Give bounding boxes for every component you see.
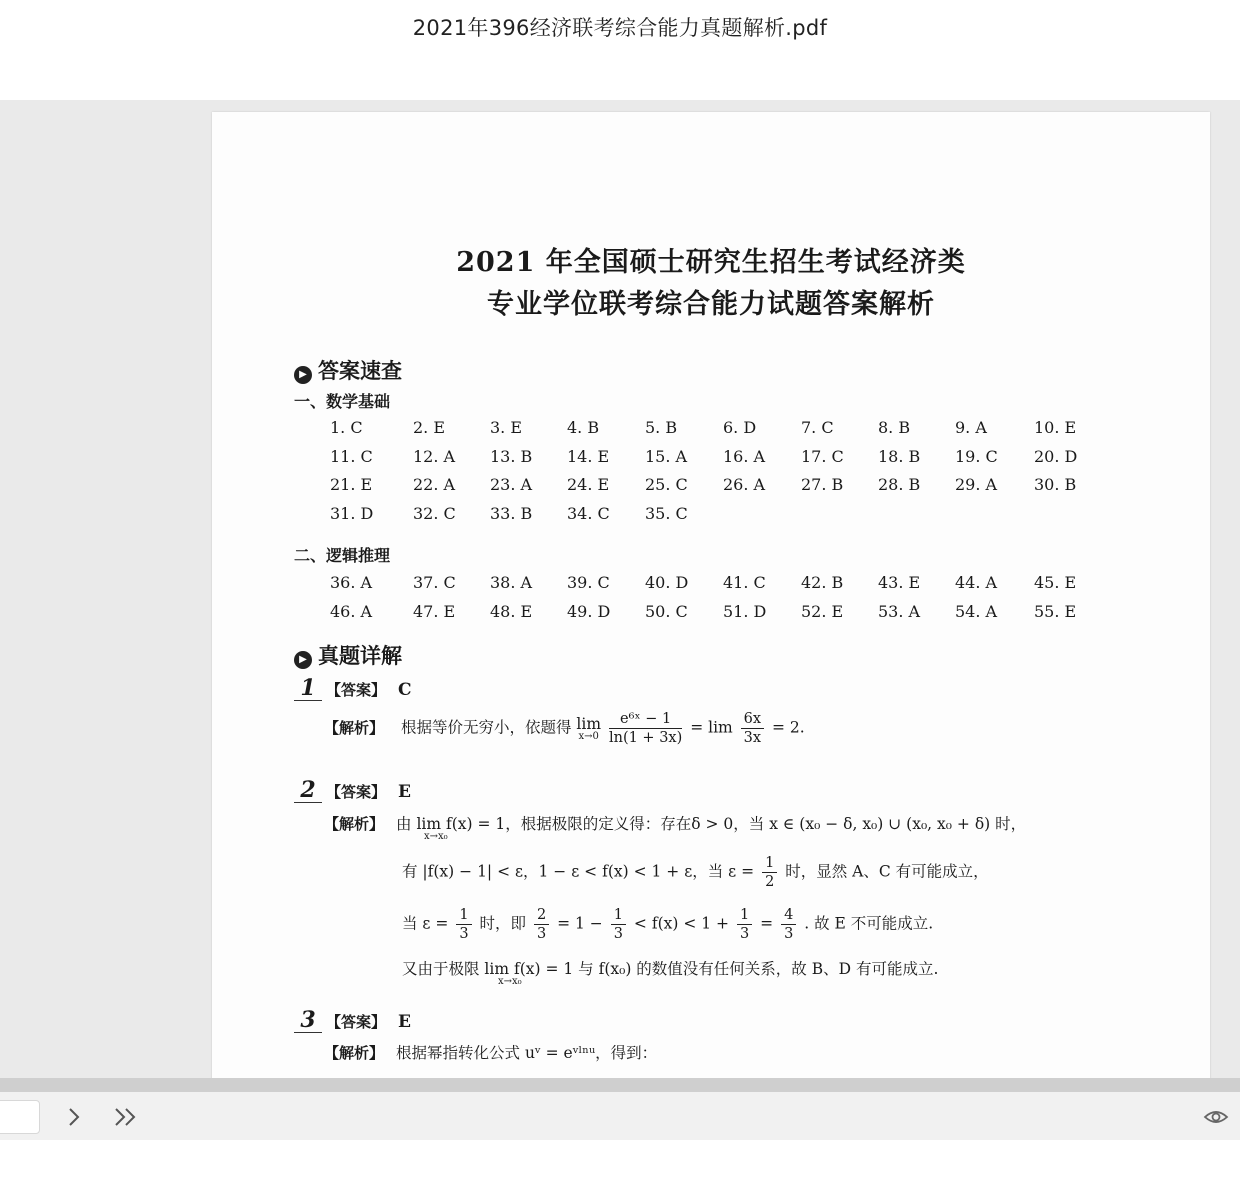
answer-item: 31. D (330, 504, 374, 524)
fraction (534, 906, 549, 943)
doc-title-line1: 2021 年全国硕士研究生招生考试经济类 (456, 247, 966, 278)
fraction (456, 906, 471, 943)
answer-item: 29. A (955, 475, 998, 495)
answer-tag: 【答案】 (326, 1013, 387, 1031)
answer-item: 30. B (1034, 475, 1077, 495)
answer-letter: E (398, 1012, 411, 1032)
pdf-viewer[interactable] (0, 100, 1240, 1078)
answer-item: 40. D (645, 573, 689, 592)
sub-head-logic: 二、逻辑推理 (294, 546, 391, 565)
answer-item: 5. B (645, 418, 678, 437)
answer-item: 43. E (878, 573, 921, 592)
answer-item: 23. A (490, 475, 533, 495)
answer-item: 36. A (330, 573, 373, 592)
answer-item: 34. C (567, 504, 610, 524)
analysis-text: 有 |f(x) − 1| < ε，1 − ε < f(x) < 1 + ε，当 ε = (402, 862, 755, 881)
view-mode-button[interactable] (1198, 1098, 1234, 1134)
answer-item: 11. C (330, 446, 373, 466)
section-detail (294, 640, 402, 670)
answer-item: 28. B (878, 475, 921, 495)
answer-item: 42. B (801, 573, 844, 592)
answer-item: 48. E (490, 601, 533, 621)
horizontal-scrollbar[interactable] (0, 1078, 1240, 1092)
fraction-numerator: 1 (611, 906, 626, 925)
answer-item: 20. D (1034, 446, 1078, 466)
viewer-toolbar (0, 1092, 1240, 1140)
analysis-tag: 【解析】 (324, 815, 385, 833)
answer-item: 33. B (490, 504, 533, 524)
answer-item: 38. A (490, 573, 533, 592)
answer-item: 1. C (330, 418, 363, 437)
analysis-text: . 故 E 不可能成立. (804, 914, 934, 933)
answer-letter: C (398, 680, 412, 700)
result: = 2. (772, 718, 805, 737)
answer-item: 54. A (955, 601, 998, 621)
section-quick-label: 答案速查 (318, 359, 402, 383)
answer-item: 37. C (413, 573, 456, 592)
answer-item: 14. E (567, 446, 610, 466)
question-2-analysis-line4: 又由于极限 lim f(x) = 1 与 f(x₀) 的数值没有任何关系，故 B、D 有可能成立. (402, 960, 939, 978)
answer-item: 52. E (801, 601, 844, 621)
fraction-denominator: 3 (613, 926, 623, 942)
fraction-denominator: 3x (743, 730, 762, 746)
answer-item: 12. A (413, 446, 456, 466)
fraction-denominator: 3 (739, 926, 750, 942)
answer-item: 9. A (955, 418, 987, 437)
fraction (762, 854, 777, 891)
analysis-text: = (760, 914, 774, 933)
question-3-analysis (324, 1041, 657, 1063)
fraction-denominator: ln(1 + 3x) (608, 730, 683, 746)
answer-item: 26. A (723, 475, 766, 495)
answer-item: 15. A (645, 446, 688, 466)
analysis-text: 当 ε = (402, 914, 449, 933)
question-number: 1 (294, 676, 322, 701)
fraction (741, 710, 764, 747)
answer-item: 49. D (567, 601, 611, 621)
fraction-denominator: 3 (784, 926, 794, 942)
lim-subscript: x→x₀ (424, 831, 448, 842)
fraction (781, 906, 796, 943)
answer-item: 25. C (645, 475, 688, 495)
fraction-denominator: 2 (765, 874, 775, 890)
question-1-answer (294, 676, 1174, 701)
question-3-answer (294, 1008, 1174, 1033)
answer-item: 44. A (955, 573, 998, 592)
answer-item: 4. B (567, 418, 600, 437)
fraction-numerator: e⁶ˣ − 1 (609, 710, 682, 729)
lim-symbol: lim (576, 714, 602, 733)
question-2-analysis-line2 (402, 854, 989, 891)
answer-item: 7. C (801, 418, 834, 437)
answer-item: 47. E (413, 601, 456, 621)
answer-item: 35. C (645, 504, 688, 524)
window-title: 2021年396经济联考综合能力真题解析.pdf (412, 16, 828, 40)
next-page-button[interactable] (56, 1098, 92, 1134)
answer-item: 39. C (567, 573, 610, 592)
question-2-answer (294, 778, 1174, 803)
answer-item: 22. A (413, 475, 456, 495)
title-bar (0, 0, 1240, 100)
fraction-numerator: 4 (781, 906, 796, 925)
answer-item: 8. B (878, 418, 911, 437)
equals-lim: = lim (690, 718, 733, 737)
question-2-analysis-line3 (402, 906, 933, 943)
lim-subscript: x→0 (578, 730, 599, 742)
analysis-tag: 【解析】 (324, 718, 385, 737)
fraction-denominator: 3 (459, 926, 469, 942)
answer-item: 41. C (723, 573, 766, 592)
answer-item: 55. E (1034, 601, 1077, 621)
logic-answer-grid (330, 569, 1110, 626)
lim-subscript: x→x₀ (498, 976, 522, 987)
answer-item: 18. B (878, 446, 921, 466)
eye-icon (1203, 1102, 1229, 1130)
sub-head-math: 一、数学基础 (294, 392, 391, 411)
section-detail-label: 真题详解 (318, 644, 402, 668)
answer-item: 13. B (490, 446, 533, 466)
analysis-text: < f(x) < 1 + (633, 914, 730, 933)
fraction (737, 906, 752, 943)
answer-tag: 【答案】 (326, 681, 387, 699)
play-bullet-icon: ▶ (294, 651, 312, 669)
play-bullet-icon: ▶ (294, 366, 312, 384)
fraction-numerator: 1 (456, 906, 471, 925)
analysis-text: 根据等价无穷小，依题得 (400, 718, 572, 737)
analysis-text: 由 lim f(x) = 1，根据极限的定义得：存在δ > 0，当 x ∈ (x₀ − δ, x₀) ∪ (x₀, x₀ + δ) 时， (396, 815, 1027, 833)
fraction-denominator: 3 (536, 926, 547, 942)
fraction-numerator: 2 (534, 906, 549, 925)
answer-item: 24. E (567, 475, 610, 495)
section-quick-answers (294, 355, 402, 385)
fraction (609, 710, 682, 747)
last-page-button[interactable] (108, 1098, 144, 1134)
answer-item: 50. C (645, 601, 688, 621)
fraction-numerator: 1 (762, 854, 777, 873)
fraction-numerator: 6x (741, 710, 764, 729)
answer-item: 16. A (723, 446, 766, 466)
analysis-text: 根据幂指转化公式 uᵛ = eᵛˡⁿᵘ，得到： (396, 1044, 658, 1062)
page-number-input[interactable] (0, 1100, 40, 1134)
question-1-analysis (324, 710, 805, 747)
answer-item: 27. B (801, 475, 844, 495)
chevron-right-icon (67, 1102, 81, 1130)
analysis-text: = 1 − (557, 914, 603, 933)
question-number: 2 (294, 778, 322, 803)
answer-item: 17. C (801, 446, 844, 466)
analysis-text: 时，即 (479, 914, 526, 933)
question-number: 3 (294, 1008, 322, 1033)
analysis-text: 时，显然 A、C 有可能成立， (785, 862, 989, 881)
answer-item: 53. A (878, 601, 921, 621)
answer-item: 51. D (723, 601, 767, 621)
answer-item: 45. E (1034, 573, 1077, 592)
answer-item: 46. A (330, 601, 373, 621)
answer-item: 10. E (1034, 418, 1077, 437)
answer-item: 6. D (723, 418, 757, 437)
answer-item: 2. E (413, 418, 446, 437)
double-chevron-right-icon (113, 1102, 139, 1130)
answer-item: 32. C (413, 504, 456, 524)
answer-letter: E (398, 782, 411, 802)
analysis-tag: 【解析】 (324, 1044, 385, 1062)
answer-item: 19. C (955, 446, 998, 466)
answer-tag: 【答案】 (326, 783, 387, 801)
answer-item: 3. E (490, 418, 523, 437)
answer-item: 21. E (330, 475, 373, 495)
pdf-page (212, 112, 1210, 1078)
math-answer-grid (330, 414, 1110, 529)
fraction (611, 906, 626, 943)
doc-title-line2: 专业学位联考综合能力试题答案解析 (487, 289, 935, 320)
fraction-numerator: 1 (737, 906, 752, 925)
